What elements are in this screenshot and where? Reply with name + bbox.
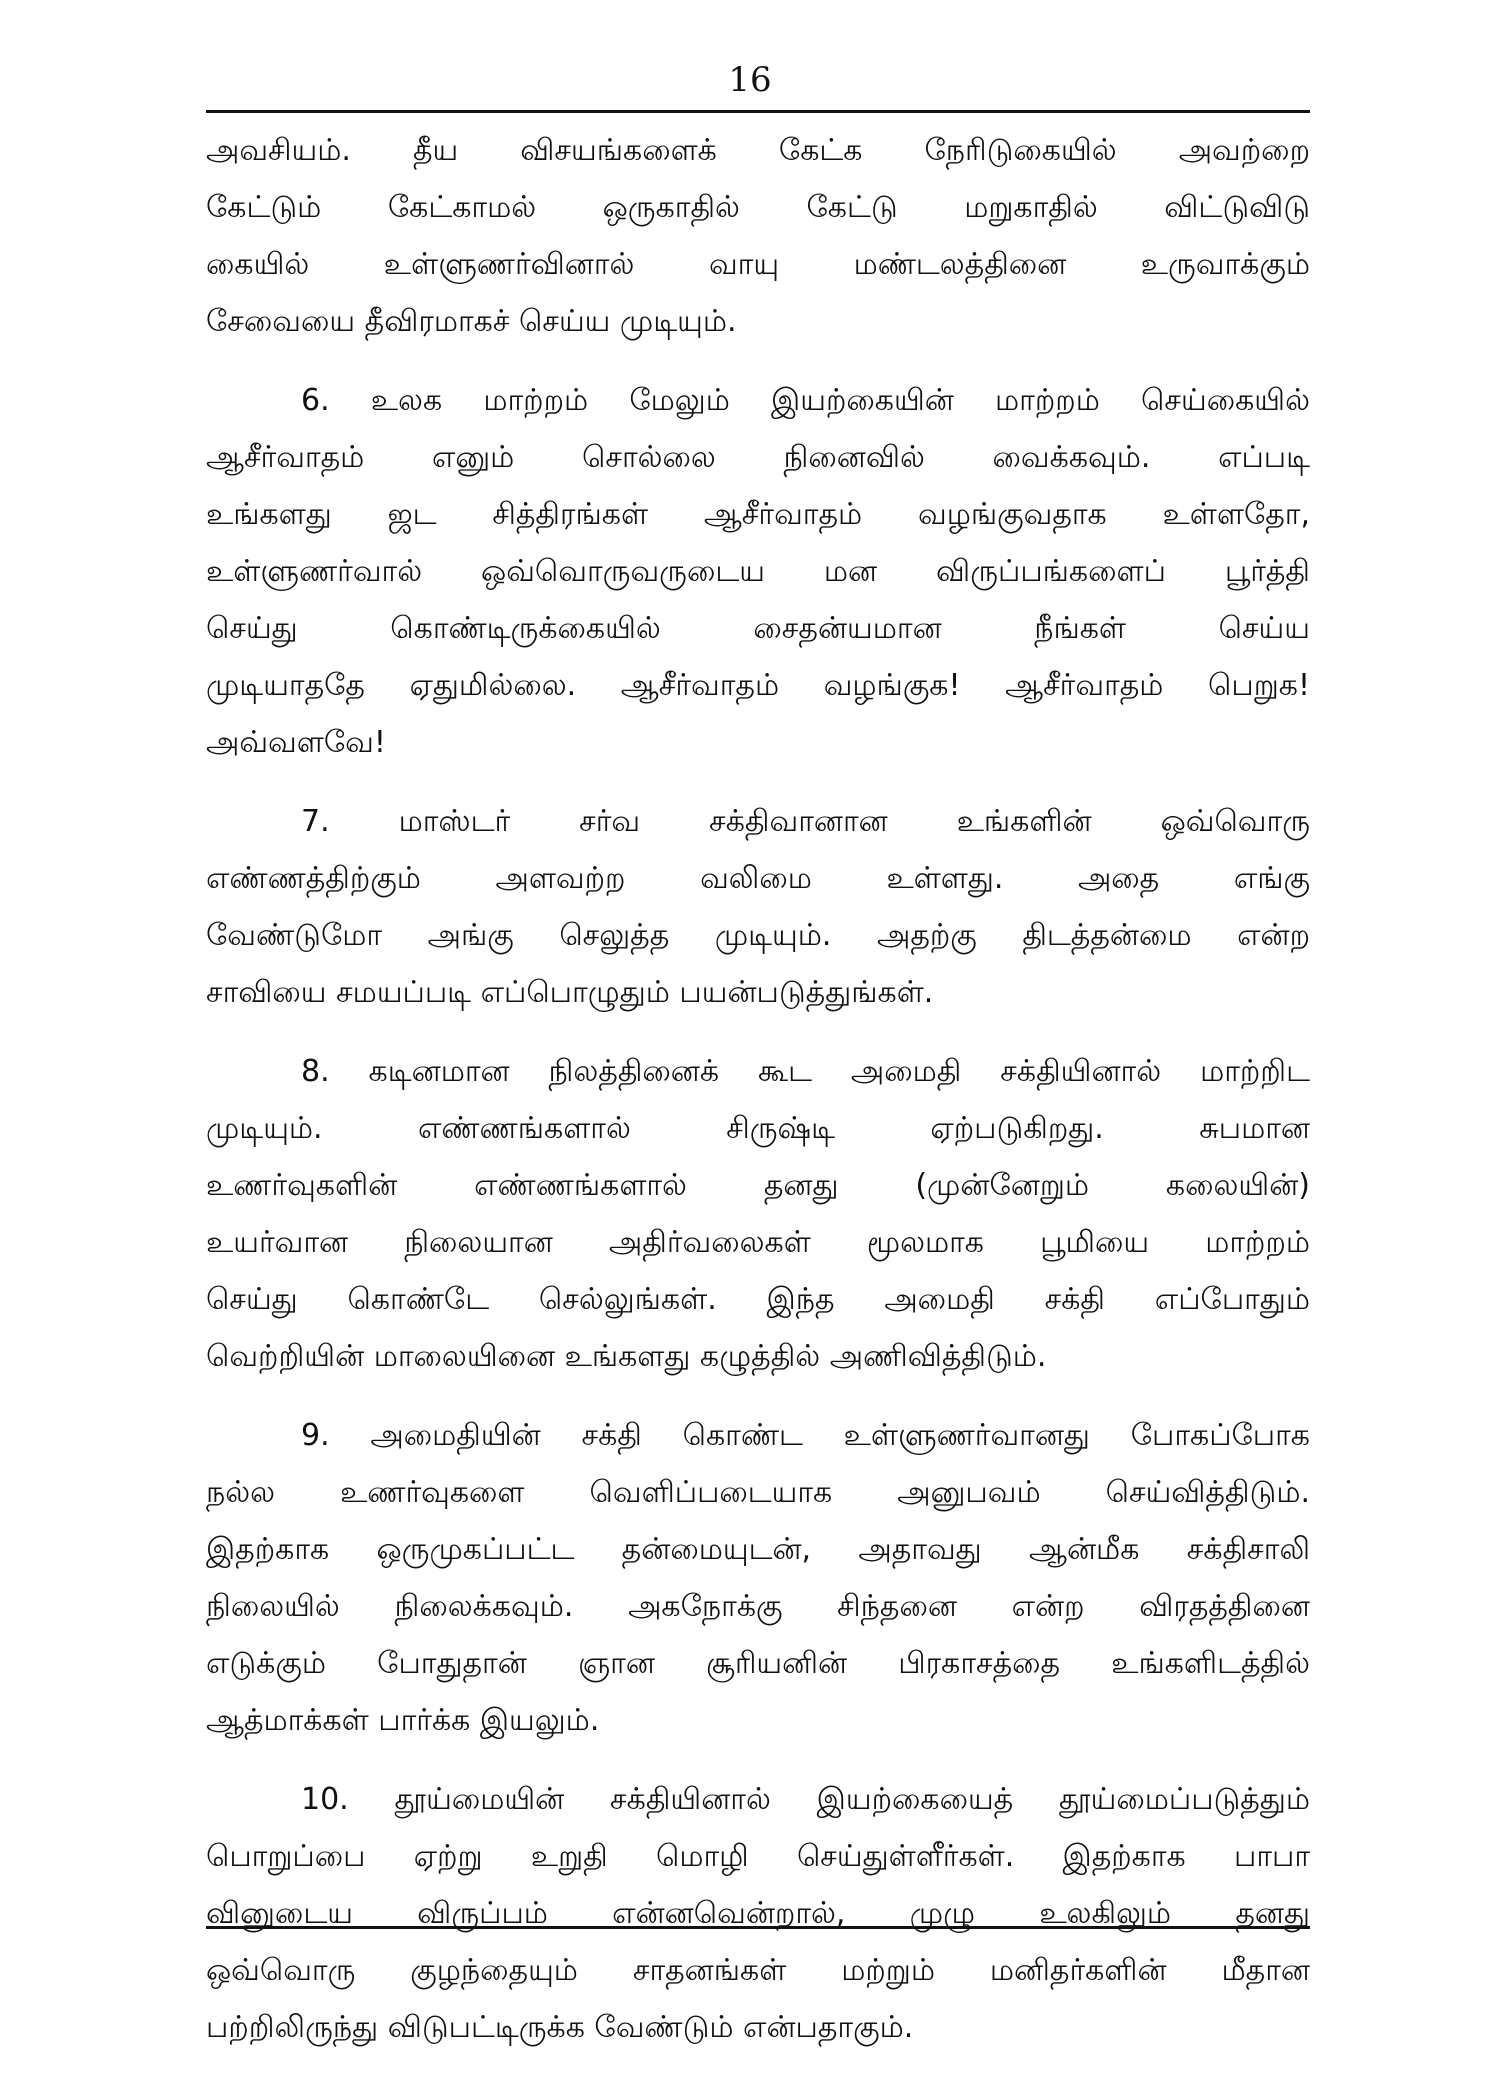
text-line: செய்து கொண்டிருக்கையில் சைதன்யமான நீங்கள் செய்ய — [206, 611, 1310, 646]
text-line: உயர்வான நிலையான அதிர்வலைகள் மூலமாக பூமியை மாற்றம் — [206, 1225, 1310, 1260]
text-line: முடியும். எண்ணங்களால் சிருஷ்டி ஏற்படுகிறது. சுபமான — [206, 1111, 1310, 1146]
text-line: கையில் உள்ளுணர்வினால் வாயு மண்டலத்தினை உருவாக்கும் — [206, 247, 1310, 282]
text-line: முடியாததே ஏதுமில்லை. ஆசீர்வாதம் வழங்குக! ஆசீர்வாதம் பெறுக! — [206, 668, 1310, 703]
text-line: நிலையில் நிலைக்கவும். அகநோக்கு சிந்தனை என்ற விரதத்தினை — [206, 1589, 1310, 1624]
text-line: பொறுப்பை ஏற்று உறுதி மொழி செய்துள்ளீர்கள். இதற்காக பாபா — [206, 1839, 1310, 1874]
page-body — [206, 122, 1310, 2078]
text-line: வெற்றியின் மாலையினை உங்களது கழுத்தில் அணிவித்திடும். — [206, 1339, 1047, 1374]
text-line: கேட்டும் கேட்காமல் ஒருகாதில் கேட்டு மறுகாதில் விட்டுவிடு — [206, 190, 1310, 225]
text-line: 10. தூய்மையின் சக்தியினால் இயற்கையைத் தூய்மைப்படுத்தும் — [301, 1782, 1310, 1817]
text-line: பற்றிலிருந்து விடுபட்டிருக்க வேண்டும் என்பதாகும். — [206, 2010, 914, 2045]
text-line: எடுக்கும் போதுதான் ஞான சூரியனின் பிரகாசத்தை உங்களிடத்தில் — [206, 1646, 1310, 1681]
text-line: எண்ணத்திற்கும் அளவற்ற வலிமை உள்ளது. அதை எங்கு — [206, 861, 1310, 896]
text-line: வினுடைய விருப்பம் என்னவென்றால், முழு உலகிலும் தனது — [206, 1896, 1310, 1931]
text-line: அவசியம். தீய விசயங்களைக் கேட்க நேரிடுகையில் அவற்றை — [206, 133, 1310, 168]
text-line: வேண்டுமோ அங்கு செலுத்த முடியும். அதற்கு திடத்தன்மை என்ற — [206, 918, 1310, 953]
text-line: சேவையை தீவிரமாகச் செய்ய முடியும். — [206, 304, 737, 339]
header-rule — [206, 110, 1310, 113]
paragraph — [206, 122, 1310, 350]
text-line: நல்ல உணர்வுகளை வெளிப்படையாக அனுபவம் செய்வித்திடும். — [206, 1475, 1310, 1510]
page-number: 16 — [728, 60, 772, 100]
paragraph — [206, 1771, 1310, 2056]
text-line: செய்து கொண்டே செல்லுங்கள். இந்த அமைதி சக்தி எப்போதும் — [206, 1282, 1310, 1317]
footer-rule — [206, 1926, 1310, 1929]
text-line: அவ்வளவே! — [206, 725, 386, 760]
paragraph — [206, 1407, 1310, 1749]
text-line: ஆசீர்வாதம் எனும் சொல்லை நினைவில் வைக்கவும். எப்படி — [206, 440, 1310, 475]
text-line: உணர்வுகளின் எண்ணங்களால் தனது (முன்னேறும் கலையின்) — [206, 1168, 1310, 1203]
text-line: 6. உலக மாற்றம் மேலும் இயற்கையின் மாற்றம் செய்கையில் — [301, 383, 1310, 418]
text-line: 9. அமைதியின் சக்தி கொண்ட உள்ளுணர்வானது போகப்போக — [301, 1418, 1310, 1453]
text-line: உங்களது ஜட சித்திரங்கள் ஆசீர்வாதம் வழங்குவதாக உள்ளதோ, — [206, 497, 1310, 532]
text-line: ஒவ்வொரு குழந்தையும் சாதனங்கள் மற்றும் மனிதர்களின் மீதான — [206, 1953, 1310, 1988]
paragraph — [206, 372, 1310, 771]
paragraph — [206, 793, 1310, 1021]
text-line: சாவியை சமயப்படி எப்பொழுதும் பயன்படுத்துங்கள். — [206, 975, 934, 1010]
text-line: ஆத்மாக்கள் பார்க்க இயலும். — [206, 1703, 600, 1738]
text-line: உள்ளுணர்வால் ஒவ்வொருவருடைய மன விருப்பங்களைப் பூர்த்தி — [206, 554, 1310, 589]
text-line: 8. கடினமான நிலத்தினைக் கூட அமைதி சக்தியினால் மாற்றிட — [301, 1054, 1310, 1089]
text-line: இதற்காக ஒருமுகப்பட்ட தன்மையுடன், அதாவது ஆன்மீக சக்திசாலி — [206, 1532, 1310, 1567]
text-line: 7. மாஸ்டர் சர்வ சக்திவானான உங்களின் ஒவ்வொரு — [301, 804, 1310, 839]
paragraph — [206, 1043, 1310, 1385]
